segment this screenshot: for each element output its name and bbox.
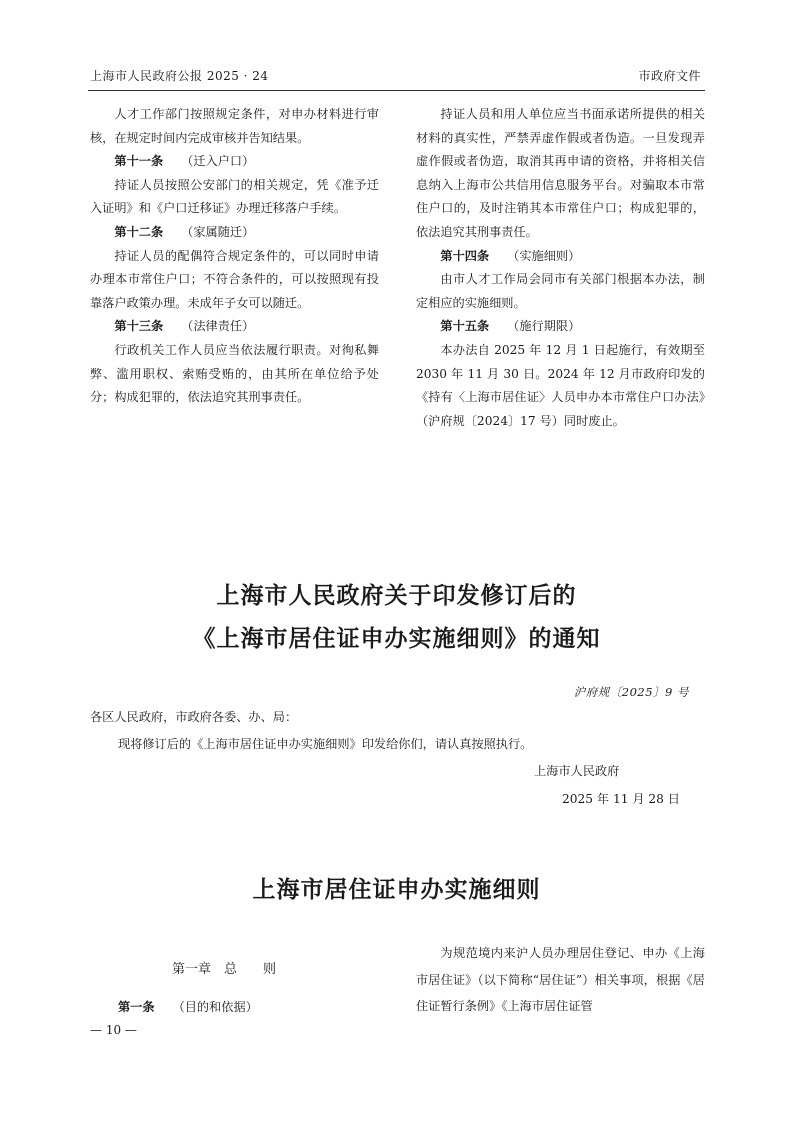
article-number: 第十三条 bbox=[114, 319, 164, 334]
article-subtitle: （施行期限） bbox=[507, 319, 581, 334]
header-rule bbox=[88, 90, 705, 91]
notice-title-line1: 上海市人民政府关于印发修订后的 bbox=[216, 582, 577, 609]
notice-body: 现将修订后的《上海市居住证申办实施细则》印发给你们，请认真按照执行。 bbox=[118, 737, 533, 751]
notice-date: 2025 年 11 月 28 日 bbox=[562, 792, 680, 806]
article-number: 第一条 bbox=[118, 1000, 155, 1014]
paragraph: 行政机关工作人员应当依法履行职责。对徇私舞弊、滥用职权、索贿受贿的，由其所在单位给予处分；构成犯罪的，依法追究其刑事责任。 bbox=[90, 342, 379, 405]
left-column bbox=[90, 103, 379, 410]
paragraph: 本办法自 2025 年 12 月 1 日起施行，有效期至 2030 年 11 月 30 日。2024 年 12 月市政府印发的《持有〈上海市居住证〉人员申办本市常住户口办法》（沪府规〔2024〕17 号）同时废止。 bbox=[416, 342, 705, 428]
paragraph: 持证人员和用人单位应当书面承诺所提供的相关材料的真实性，严禁弄虚作假或者伪造。一旦发现弄虚作假或者伪造，取消其再申请的资格，并将相关信息纳入上海市公共信用信息服务平台。对骗取本市常住户口的，及时注销其本市常住户口；构成犯罪的，依法追究其刑事责任。 bbox=[416, 107, 705, 239]
article-number: 第十一条 bbox=[114, 154, 164, 169]
notice-title-line2: 《上海市居住证申办实施细则》的通知 bbox=[192, 625, 601, 652]
paragraph: 由市人才工作局会同市有关部门根据本办法，制定相应的实施细则。 bbox=[416, 272, 705, 310]
article-heading bbox=[118, 998, 258, 1015]
document-number: 沪府规〔2025〕9 号 bbox=[573, 685, 689, 699]
chapter-heading: 第一章 总 则 bbox=[172, 962, 277, 977]
header-section: 市政府文件 bbox=[638, 69, 701, 83]
article-subtitle: （实施细则） bbox=[507, 248, 581, 263]
paragraph: 人才工作部门按照规定条件，对申办材料进行审核，在规定时间内完成审核并告知结果。 bbox=[90, 107, 379, 145]
article-number: 第十五条 bbox=[440, 319, 490, 334]
article-heading bbox=[416, 315, 705, 339]
article-subtitle: （目的和依据） bbox=[172, 1000, 258, 1014]
paragraph: 持证人员的配偶符合规定条件的，可以同时申请办理本市常住户口；不符合条件的，可以按照现有投靠落户政策办理。未成年子女可以随迁。 bbox=[90, 248, 379, 310]
right-column bbox=[416, 103, 705, 433]
article-subtitle: （法律责任） bbox=[181, 319, 255, 334]
paragraph: 为规范境内来沪人员办理居住登记、申办《上海市居住证》（以下简称“居住证”）相关事项，根据《居住证暂行条例》《上海市居住证管 bbox=[416, 946, 705, 1014]
article-number: 第十二条 bbox=[114, 224, 164, 239]
header-publication: 上海市人民政府公报 2025 · 24 bbox=[90, 69, 269, 83]
article-subtitle: （家属随迁） bbox=[181, 224, 255, 239]
article-heading bbox=[90, 315, 379, 339]
article-heading bbox=[416, 245, 705, 269]
notice-recipients: 各区人民政府，市政府各委、办、局： bbox=[90, 710, 298, 724]
article-subtitle: （迁入户口） bbox=[181, 154, 255, 169]
paragraph: 持证人员按照公安部门的相关规定，凭《准予迁入证明》和《户口迁移证》办理迁移落户手续。 bbox=[90, 177, 379, 216]
rules-title: 上海市居住证申办实施细则 bbox=[252, 876, 541, 903]
article-number: 第十四条 bbox=[440, 248, 490, 263]
article-heading bbox=[90, 150, 379, 174]
page-number: — 10 — bbox=[90, 1023, 137, 1037]
rules-right-column bbox=[416, 940, 705, 1020]
article-heading bbox=[90, 221, 379, 245]
notice-signer: 上海市人民政府 bbox=[534, 764, 620, 778]
